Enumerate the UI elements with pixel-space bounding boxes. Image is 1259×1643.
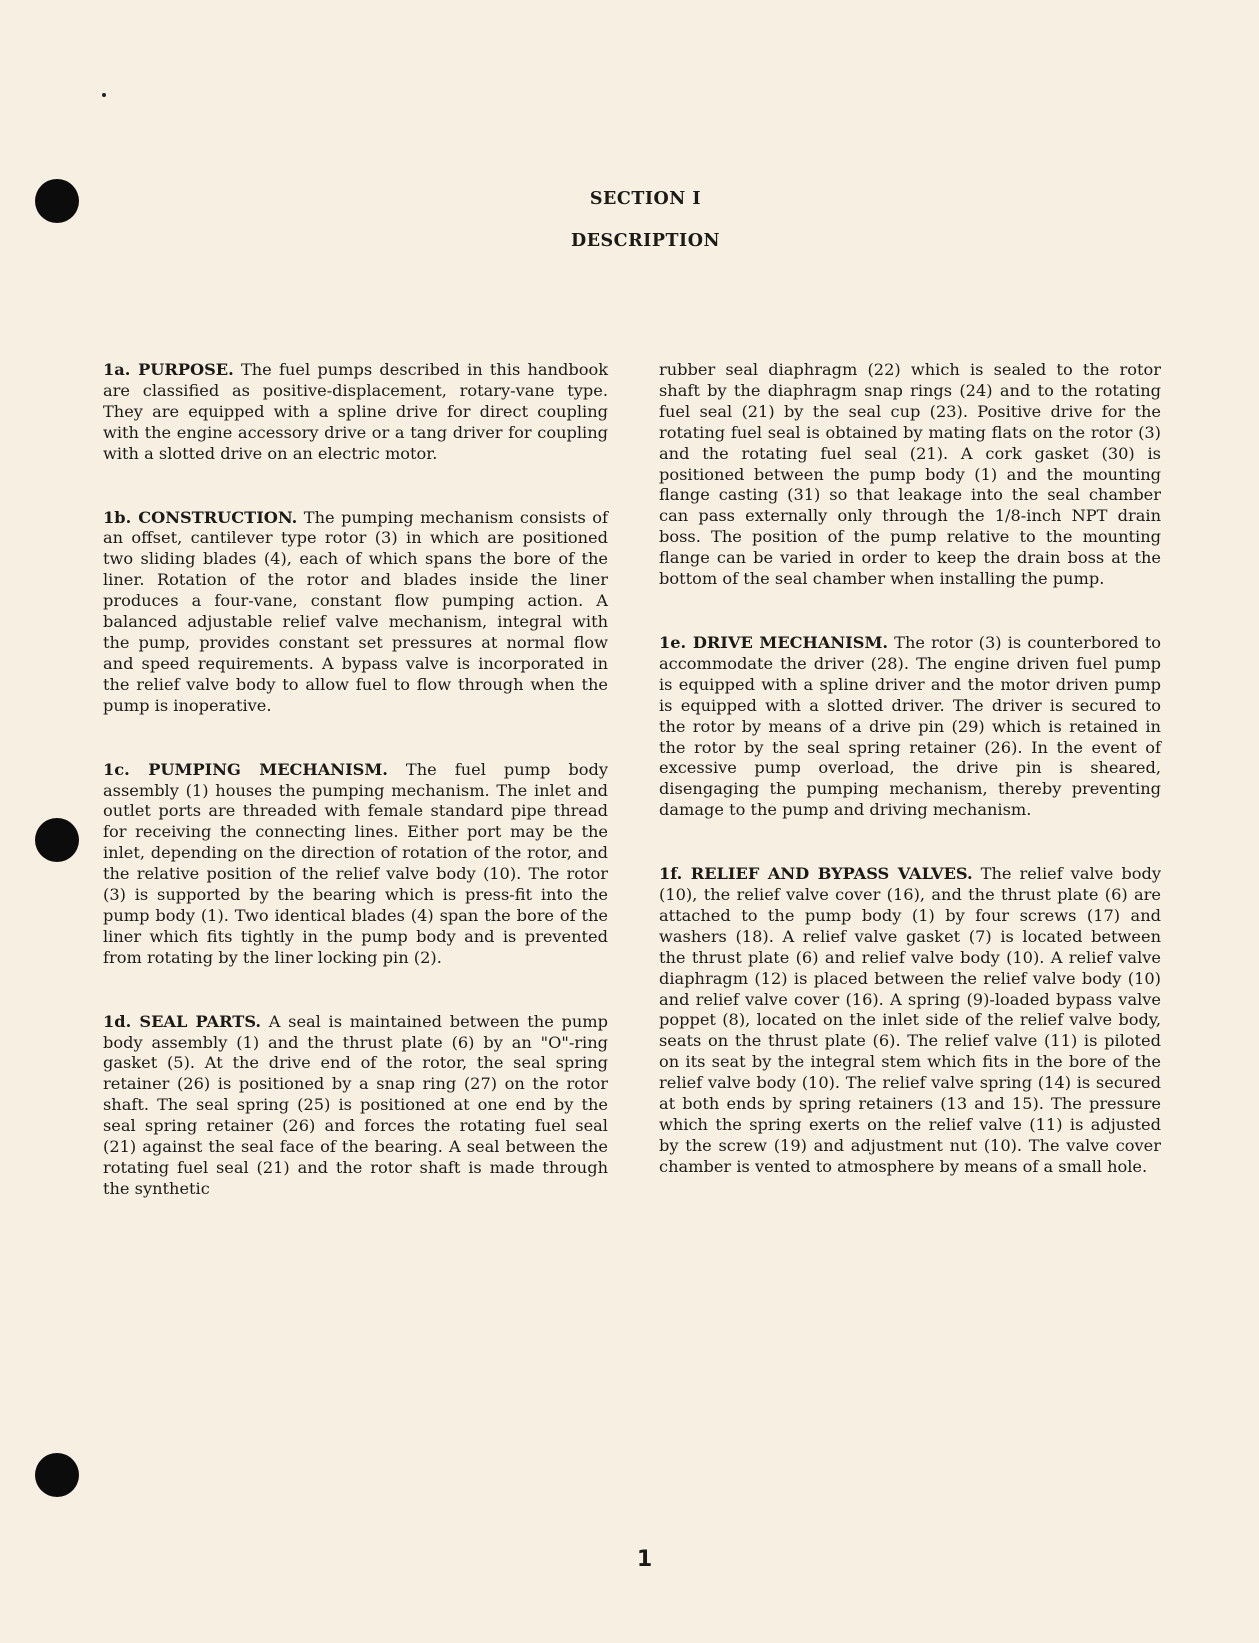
paragraph-seal-parts [103, 1012, 608, 1200]
paragraph-body: The pumping mechanism consists of an offset, cantilever type rotor (3) in which are positioned two sliding blades (4), each of which spans the bore of the liner. Rotation of the rotor and blades inside the liner produces a four-vane, constant flow pumping action. A balanced adjustable relief valve mechanism, integral with the pump, provides constant set pressures at normal flow and speed requirements. A bypass valve is incorporated in the relief valve body to allow fuel to flow through when the pump is inoperative. [103, 507, 608, 715]
paragraph-body: rubber seal diaphragm (22) which is sealed to the rotor shaft by the diaphragm snap rings (24) and to the rotating fuel seal (21) by the seal cup (23). Positive drive for the rotating fuel seal is obtained by mating flats on the rotor (3) and the rotating fuel seal (21). A cork gasket (30) is positioned between the pump body (1) and the mounting flange casting (31) so that leakage into the seal chamber can pass externally only through the 1/8-inch NPT drain boss. The position of the pump relative to the mounting flange can be varied in order to keep the drain boss at the bottom of the seal chamber when installing the pump. [659, 360, 1161, 589]
paragraph-construction [103, 508, 608, 717]
paragraph-body: A seal is maintained between the pump body assembly (1) and the thrust plate (6) by an "O"-ring gasket (5). At the drive end of the rotor, the seal spring retainer (26) is positioned by a snap ring (27) on the rotor shaft. The seal spring (25) is positioned at one end by the seal spring retainer (26) and forces the rotating fuel seal (21) against the seal face of the bearing. A seal between the rotating fuel seal (21) and the rotor shaft is made through the synthetic [103, 1011, 609, 1198]
binder-hole [35, 818, 79, 862]
binder-hole [35, 1453, 79, 1497]
paragraph-heading: 1f. RELIEF AND BYPASS VALVES. [659, 864, 973, 884]
section-heading: SECTION I [589, 189, 702, 209]
paper-speck [102, 93, 106, 97]
left-column [103, 360, 608, 1241]
paragraph-pumping-mechanism [103, 760, 608, 969]
paragraph-heading: 1c. PUMPING MECHANISM. [103, 759, 388, 779]
page-title: DESCRIPTION [571, 231, 720, 251]
paragraph-drive-mechanism [659, 633, 1161, 821]
right-column [659, 360, 1161, 1219]
paragraph-purpose [103, 360, 608, 465]
paragraph-body: The rotor (3) is counterbored to accommodate the driver (28). The engine driven fuel pump is equipped with a spline driver and the motor driven pump is equipped with a slotted driver. The driver is secured to the rotor by means of a drive pin (29) which is retained in the rotor by the seal spring retainer (26). In the event of excessive pump overload, the drive pin is sheared, disengaging the pumping mechanism, thereby preventing damage to the pump and driving mechanism. [659, 632, 1161, 820]
paragraph-heading: 1a. PURPOSE. [103, 360, 234, 379]
paragraph-heading: 1e. DRIVE MECHANISM. [659, 632, 889, 652]
paragraph-relief-bypass-valves [659, 864, 1161, 1178]
paragraph-seal-parts-continued [659, 360, 1161, 590]
paragraph-body: The relief valve body (10), the relief valve cover (16), and the thrust plate (6) are attached to the pump body (1) by four screws (17) and washers (18). A relief valve gasket (7) is located between the thrust plate (6) and relief valve body (10). A relief valve diaphragm (12) is placed between the relief valve body (10) and relief valve cover (16). A spring (9)-loaded bypass valve poppet (8), located on the inlet side of the relief valve body, seats on the thrust plate (6). The relief valve (11) is piloted on its seat by the integral stem which fits in the bore of the relief valve body (10). The relief valve spring (14) is secured at both ends by spring retainers (13 and 15). The pressure which the spring exerts on the relief valve (11) is adjusted by the screw (19) and adjustment nut (10). The valve cover chamber is vented to atmosphere by means of a small hole. [659, 864, 1161, 1176]
paragraph-body: The fuel pump body assembly (1) houses the pumping mechanism. The inlet and outlet ports are threaded with female standard pipe thread for receiving the connecting lines. Either port may be the inlet, depending on the direction of rotation of the rotor, and the relative position of the relief valve body (10). The rotor (3) is supported by the bearing which is press-fit into the pump body (1). Two identical blades (4) span the bore of the liner which fits tightly in the pump body and is prevented from rotating by the liner locking pin (2). [103, 759, 608, 967]
page-number: 1 [636, 1547, 653, 1572]
paragraph-heading: 1b. CONSTRUCTION. [103, 507, 298, 527]
paragraph-heading: 1d. SEAL PARTS. [103, 1011, 262, 1031]
paragraph-body: The fuel pumps described in this handbook are classified as positive-displacement, rotary-vane type. They are equipped with a spline drive for direct coupling with the engine accessory drive or a tang driver for coupling with a slotted drive on an electric motor. [103, 360, 609, 463]
